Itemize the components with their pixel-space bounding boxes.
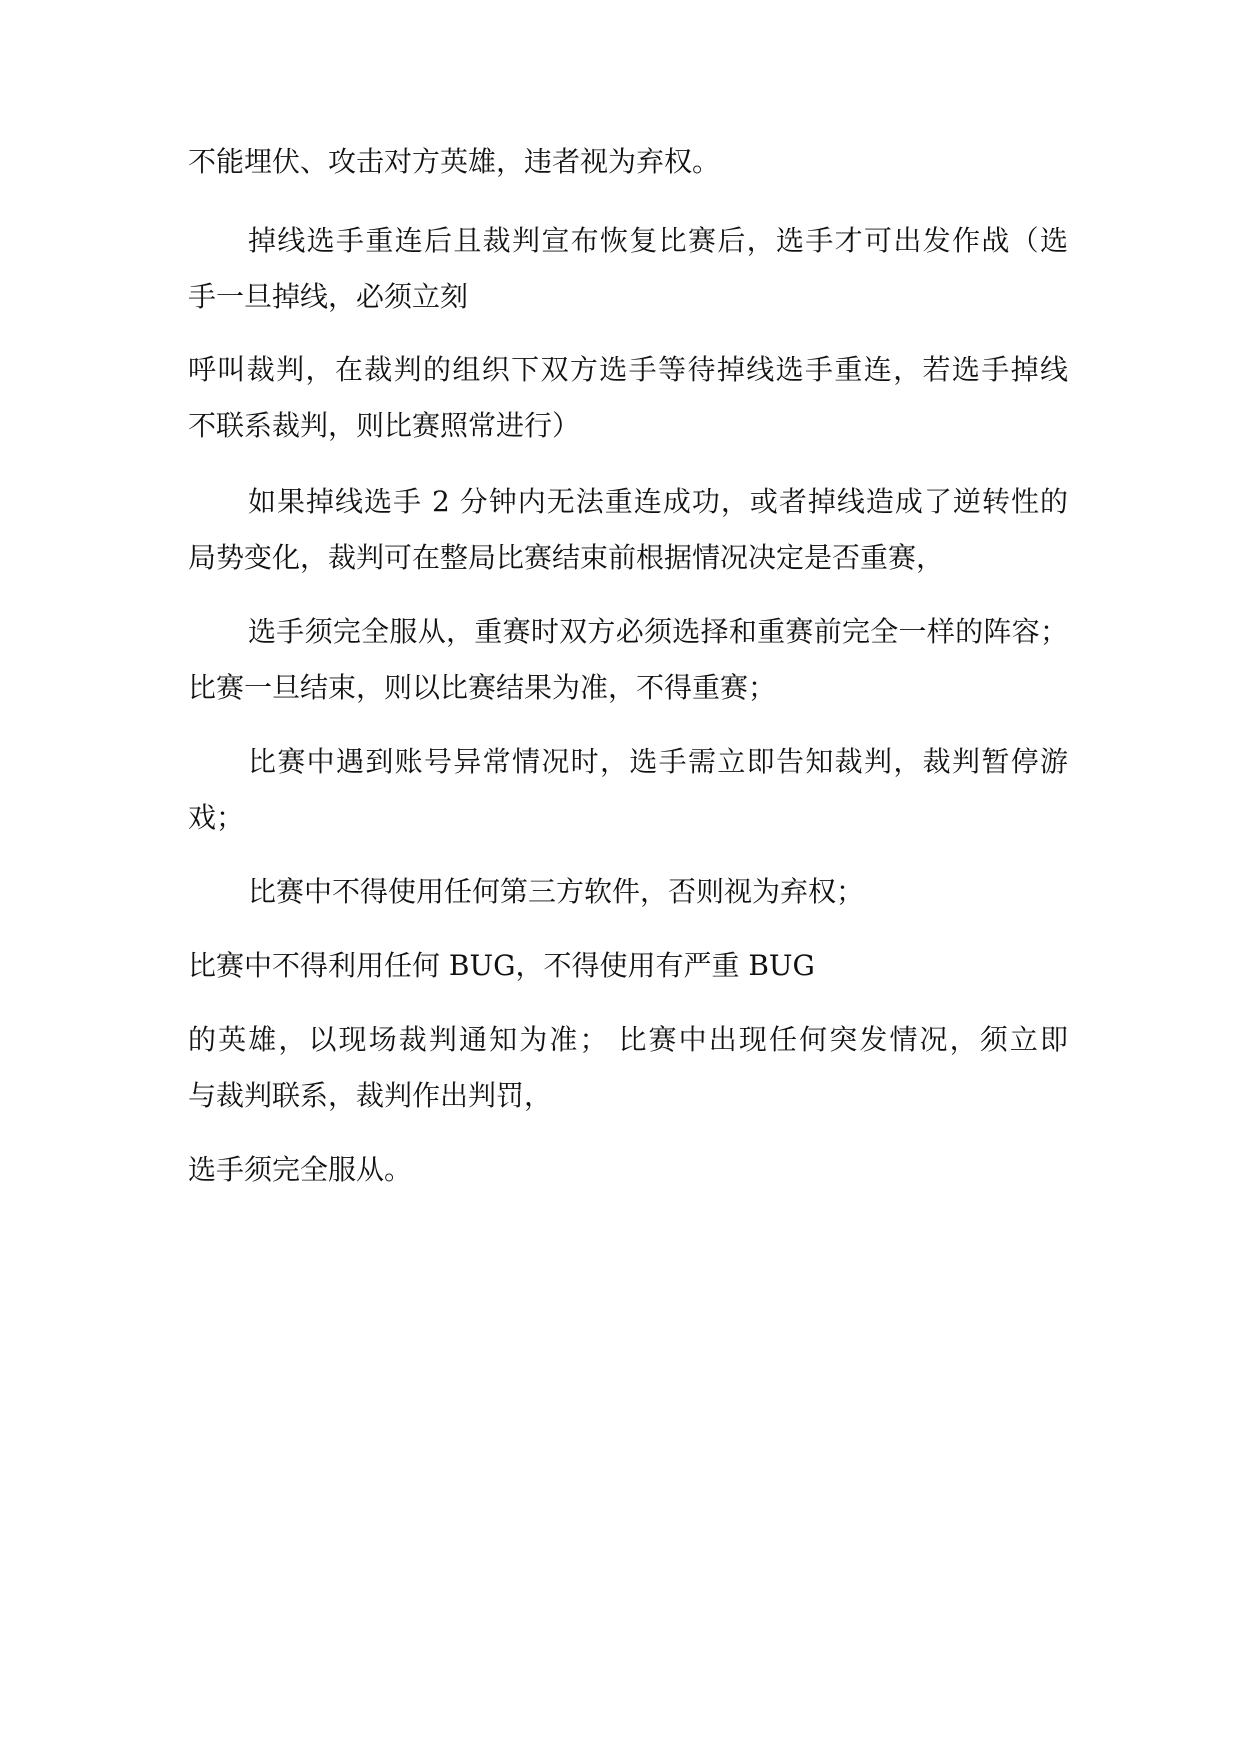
text-line-1: 不能埋伏、攻击对方英雄，违者视为弃权。 [188,145,721,178]
text-line-14: 的英雄，以现场裁判通知为准； 比赛中出现任何突发情况，须立即 [188,1023,1068,1056]
text-line-9: 比赛一旦结束，则以比赛结果为准，不得重赛； [188,671,777,704]
text-line-13: 比赛中不得利用任何 BUG，不得使用有严重 BUG [188,949,815,982]
text-line-2: 掉线选手重连后且裁判宣布恢复比赛后，选手才可出发作战（选 [248,224,1068,257]
text-line-16: 选手须完全服从。 [188,1153,413,1186]
text-line-15: 与裁判联系，裁判作出判罚， [188,1079,553,1112]
text-line-6: 如果掉线选手 2 分钟内无法重连成功，或者掉线造成了逆转性的 [248,485,1068,518]
text-line-8: 选手须完全服从，重赛时双方必须选择和重赛前完全一样的阵容； [248,615,1068,648]
text-line-5: 不联系裁判，则比赛照常进行） [188,409,581,442]
text-line-4: 呼叫裁判，在裁判的组织下双方选手等待掉线选手重连，若选手掉线 [188,353,1068,386]
text-line-7: 局势变化，裁判可在整局比赛结束前根据情况决定是否重赛， [188,541,945,574]
text-line-12: 比赛中不得使用任何第三方软件，否则视为弃权； [248,875,865,908]
text-line-10: 比赛中遇到账号异常情况时，选手需立即告知裁判，裁判暂停游 [248,745,1068,778]
text-line-11: 戏； [188,801,245,834]
text-line-3: 手一旦掉线，必须立刻 [188,280,469,313]
